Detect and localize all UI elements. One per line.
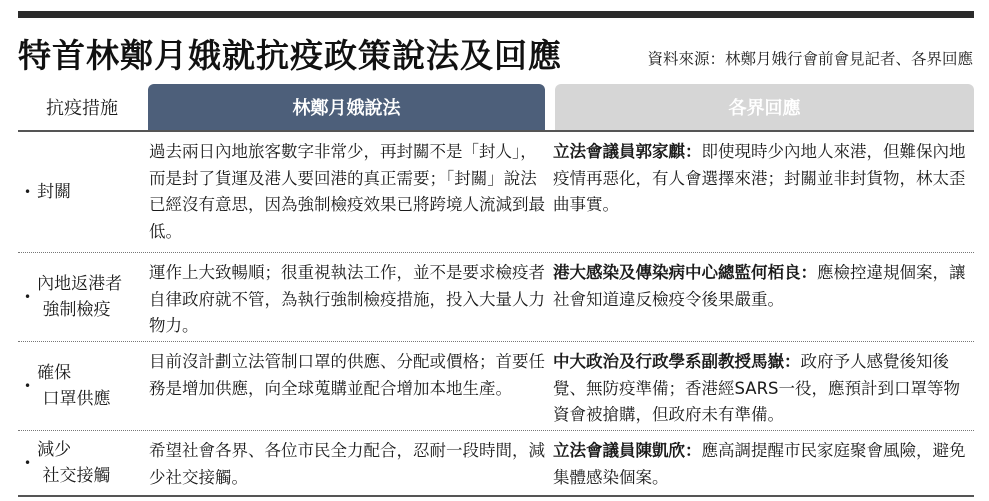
header-measure: 抗疫措施 — [46, 98, 118, 119]
measure-label: 封關 — [37, 182, 72, 202]
measure-cell — [24, 432, 148, 494]
row-divider — [18, 341, 974, 342]
respondent: 立法會議員陳凱欣： — [553, 441, 702, 460]
row-divider — [18, 430, 974, 431]
row-divider — [18, 252, 974, 253]
table-header — [18, 84, 974, 130]
lam-statement: 目前沒計劃立法管制口罩的供應、分配或價格；首要任務是增加供應，向全球蒐購並配合增加本地生產。 — [149, 352, 545, 398]
header-lam: 林鄭月娥說法 — [148, 84, 545, 130]
measure-cell — [24, 254, 148, 340]
table-row — [18, 343, 974, 429]
lam-statement: 過去兩日內地旅客數字非常少，再封關不是「封人」，而是封了貨運及港人要回港的真正需要；「封關」說法已經沒有意思，因為強制檢疫效果已將跨境人流減到最低。 — [149, 142, 545, 241]
measure-cell — [24, 343, 148, 429]
header-divider — [18, 130, 974, 132]
respondent: 立法會議員郭家麒： — [553, 142, 702, 161]
bullet-icon: • — [24, 379, 32, 393]
source-note: 資料來源：林鄭月娥行會前會見記者、各界回應 — [647, 50, 973, 68]
bullet-icon: • — [24, 290, 32, 304]
page-title: 特首林鄭月娥就抗疫政策說法及回應 — [18, 36, 562, 75]
measure-label: 確保 口罩供應 — [37, 363, 111, 409]
response-text: 政府予人感覺後知後覺、無防疫準備；香港經SARS一役，應預計到口罩等物資會被搶購，但政府未有準備。 — [553, 352, 961, 424]
table-row — [18, 254, 974, 340]
top-rule — [18, 11, 974, 18]
measure-cell — [24, 133, 148, 251]
response-cell — [553, 139, 974, 219]
respondent: 港大感染及傳染病中心總監何栢良： — [553, 263, 817, 282]
lam-statement: 希望社會各界、各位市民全力配合，忍耐一段時間，減少社交接觸。 — [149, 441, 545, 487]
response-text: 應高調提醒市民家庭聚會風險，避免集體感染個案。 — [553, 441, 966, 487]
respondent: 中大政治及行政學系副教授馬嶽： — [553, 352, 801, 371]
table-row — [18, 432, 974, 494]
response-cell — [553, 438, 974, 491]
measure-label: 減少 社交接觸 — [37, 440, 111, 486]
bullet-icon: • — [24, 456, 32, 470]
response-text: 即使現時少內地人來港，但難保內地疫情再惡化，有人會選擇來港；封關並非封貨物，林太歪曲事實。 — [553, 142, 966, 214]
bottom-rule — [18, 495, 974, 497]
measure-label: 內地返港者 強制檢疫 — [37, 274, 123, 320]
lam-statement: 運作上大致暢順；很重視執法工作，並不是要求檢疫者自律政府就不管，為執行強制檢疫措施，投入大量人力物力。 — [149, 263, 545, 335]
table-row — [18, 133, 974, 251]
response-cell — [553, 349, 974, 429]
bullet-icon: • — [24, 185, 32, 199]
response-text: 應檢控違規個案，讓社會知道違反檢疫令後果嚴重。 — [553, 263, 966, 309]
header-response: 各界回應 — [555, 84, 974, 130]
response-cell — [553, 260, 974, 313]
